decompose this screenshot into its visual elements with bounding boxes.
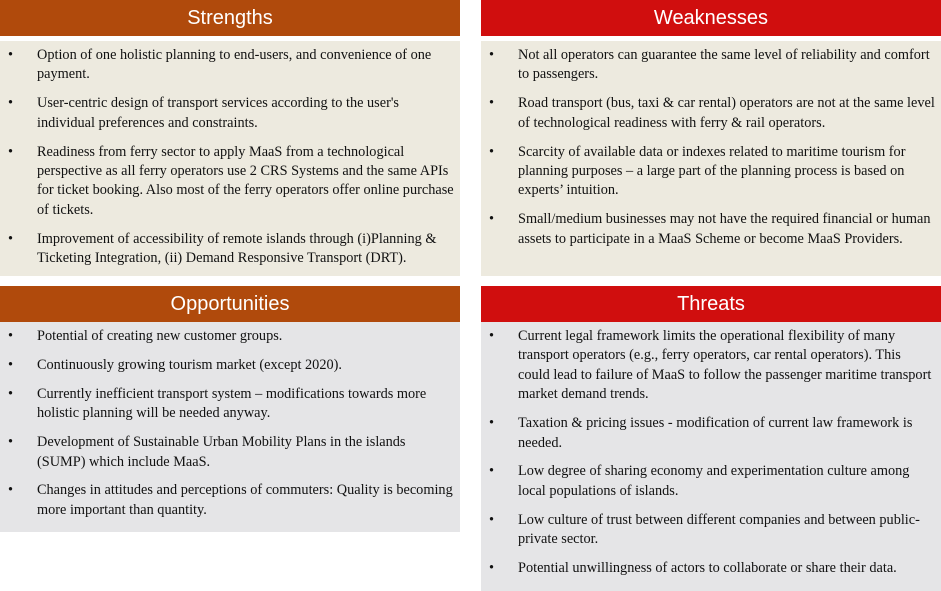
bullet-icon: • <box>8 434 14 451</box>
strengths-item-text: User-centric design of transport services according to the user's individual preferences and constraints. <box>37 95 399 131</box>
bullet-icon: • <box>8 95 14 112</box>
weaknesses-body <box>481 41 941 276</box>
bullet-icon: • <box>8 230 14 247</box>
bullet-icon: • <box>8 143 14 160</box>
strengths-list <box>8 46 454 269</box>
threats-item-text: Low degree of sharing economy and experimentation culture among local populations of islands. <box>518 463 910 499</box>
bullet-icon: • <box>489 511 495 528</box>
threats-list <box>489 327 935 578</box>
strengths-quadrant <box>0 0 460 276</box>
bullet-icon: • <box>489 560 495 577</box>
opportunities-item-text: Changes in attitudes and perceptions of commuters: Quality is becoming more important than quantity. <box>37 482 453 518</box>
strengths-body <box>0 41 460 276</box>
bullet-icon: • <box>489 211 495 228</box>
weaknesses-item <box>489 94 935 133</box>
threats-item <box>489 414 935 453</box>
threats-header: Threats <box>481 286 941 322</box>
strengths-item-text: Readiness from ferry sector to apply MaaS from a technological perspective as all ferry operators use 2 CRS Systems and the same APIs for ticket booking. Also most of the ferry operators offer online purchase of tickets. <box>37 143 454 218</box>
weaknesses-list <box>489 46 935 249</box>
bullet-icon: • <box>489 47 495 63</box>
opportunities-item <box>8 327 454 346</box>
bullet-icon: • <box>489 95 495 112</box>
bullet-icon: • <box>8 47 14 63</box>
opportunities-item-text: Potential of creating new customer groups. <box>37 328 283 344</box>
strengths-item-text: Option of one holistic planning to end-users, and convenience of one payment. <box>37 47 432 83</box>
bullet-icon: • <box>489 463 495 480</box>
opportunities-body <box>0 322 460 532</box>
opportunities-item-text: Development of Sustainable Urban Mobility Plans in the islands (SUMP) which include MaaS. <box>37 434 406 470</box>
bullet-icon: • <box>8 356 14 373</box>
bullet-icon: • <box>8 482 14 499</box>
strengths-item <box>8 143 454 221</box>
opportunities-header: Opportunities <box>0 286 460 322</box>
bullet-icon: • <box>489 143 495 160</box>
weaknesses-item <box>489 46 935 85</box>
strengths-item <box>8 230 454 269</box>
opportunities-item <box>8 433 454 472</box>
threats-item <box>489 559 935 578</box>
opportunities-item-text: Currently inefficient transport system – modifications towards more holistic planning will be needed anyway. <box>37 385 427 422</box>
strengths-item-text: Improvement of accessibility of remote islands through (i)Planning & Ticketing Integration, (ii) Demand Responsive Transport (DRT). <box>37 230 437 267</box>
threats-item <box>489 327 935 405</box>
bullet-icon: • <box>8 328 14 344</box>
weaknesses-item <box>489 210 935 249</box>
threats-quadrant <box>481 286 941 591</box>
bullet-icon: • <box>489 328 495 344</box>
bullet-icon: • <box>489 415 495 432</box>
threats-item-text: Potential unwillingness of actors to collaborate or share their data. <box>518 560 897 577</box>
threats-item <box>489 511 935 550</box>
opportunities-quadrant <box>0 286 460 532</box>
opportunities-item <box>8 385 454 424</box>
opportunities-item-text: Continuously growing tourism market (except 2020). <box>37 356 342 373</box>
bullet-icon: • <box>8 385 14 402</box>
threats-item-text: Current legal framework limits the operational flexibility of many transport operators (e.g., ferry operators, car rental operators). This could lead to failure of MaaS to follow the passenger maritime transport market demand trends. <box>518 328 932 403</box>
strengths-item <box>8 46 454 85</box>
opportunities-item <box>8 481 454 520</box>
threats-item-text: Taxation & pricing issues - modification of current law framework is needed. <box>518 415 913 451</box>
weaknesses-item-text: Scarcity of available data or indexes related to maritime tourism for planning purposes – a large part of the planning process is based on experts’ intuition. <box>518 143 906 199</box>
weaknesses-item <box>489 143 935 201</box>
threats-item-text: Low culture of trust between different companies and between public-private sector. <box>518 511 920 548</box>
opportunities-item <box>8 356 454 375</box>
weaknesses-quadrant <box>481 0 941 276</box>
weaknesses-item-text: Not all operators can guarantee the same level of reliability and comfort to passengers. <box>518 47 930 83</box>
strengths-header: Strengths <box>0 0 460 36</box>
threats-item <box>489 462 935 501</box>
weaknesses-item-text: Road transport (bus, taxi & car rental) operators are not at the same level of technological readiness with ferry & rail operators. <box>518 95 935 131</box>
strengths-item <box>8 94 454 133</box>
opportunities-list <box>8 327 454 520</box>
weaknesses-header: Weaknesses <box>481 0 941 36</box>
weaknesses-item-text: Small/medium businesses may not have the required financial or human assets to participate in a MaaS Scheme or become MaaS Providers. <box>518 211 931 247</box>
threats-body <box>481 322 941 591</box>
